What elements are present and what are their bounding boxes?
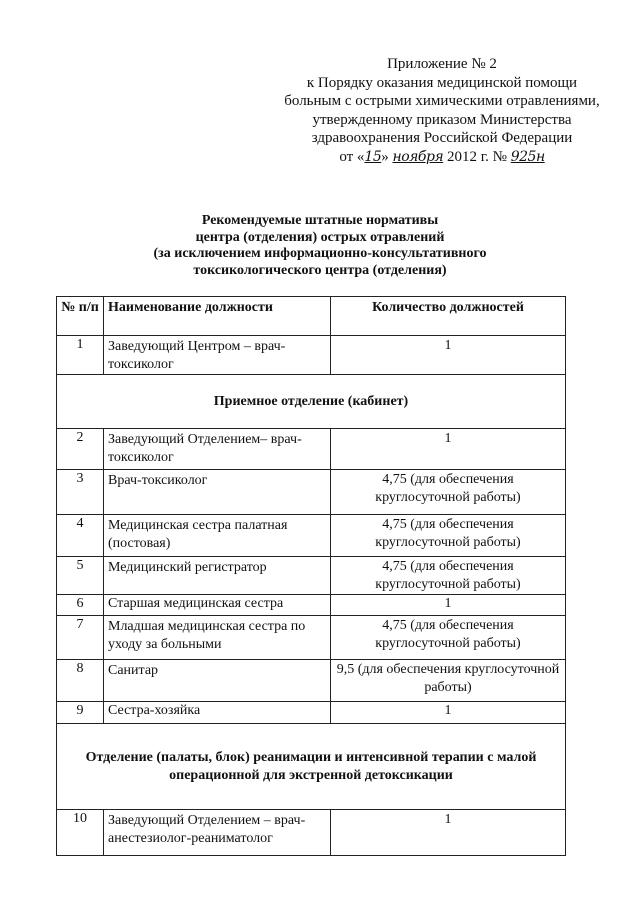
date-month: ноября [392, 148, 444, 165]
appendix-block [282, 55, 602, 166]
table-row [57, 660, 566, 702]
table-row [57, 515, 566, 557]
appendix-line: больным с острыми химическими отравлениями, [284, 93, 600, 109]
row-position: Врач-токсиколог [104, 470, 331, 515]
appendix-line: к Порядку оказания медицинской помощи [306, 74, 578, 91]
section-title: Приемное отделение (кабинет) [57, 375, 566, 429]
date-day: 15 [364, 148, 382, 165]
table-row [57, 470, 566, 515]
date-year: 2012 г. № [443, 148, 511, 165]
row-position: Сестра-хозяйка [104, 702, 331, 724]
row-num: 6 [57, 595, 104, 616]
row-position: Медицинский регистратор [104, 557, 331, 595]
row-num: 3 [57, 470, 104, 515]
table-row [57, 810, 566, 856]
table-header-row [57, 297, 566, 336]
appendix-line: Приложение № 2 [387, 56, 497, 72]
appendix-line: здравоохранения Российской Федерации [311, 130, 573, 146]
row-num: 2 [57, 429, 104, 470]
row-num: 5 [57, 557, 104, 595]
row-position: Заведующий Отделением– врач-токсиколог [104, 429, 331, 470]
appendix-line: утвержденному приказом Министерства [312, 111, 572, 128]
row-count: 4,75 (для обеспечения круглосуточной работы) [331, 515, 566, 557]
row-num: 4 [57, 515, 104, 557]
title-line: токсикологического центра (отделения) [193, 262, 447, 278]
row-count: 4,75 (для обеспечения круглосуточной работы) [331, 616, 566, 660]
row-position: Санитар [104, 660, 331, 702]
row-position: Заведующий Центром – врач-токсиколог [104, 336, 331, 375]
row-count: 1 [331, 336, 566, 375]
section-row [57, 375, 566, 429]
row-count: 9,5 (для обеспечения круглосуточной работы) [331, 660, 566, 702]
section-title: Отделение (палаты, блок) реанимации и интенсивной терапии с малой операционной для экстренной детоксикации [57, 724, 566, 810]
row-count: 1 [331, 810, 566, 856]
row-count: 1 [331, 595, 566, 616]
date-prefix: от « [339, 148, 365, 165]
appendix-date-line [282, 148, 602, 167]
row-num: 10 [57, 810, 104, 856]
table-row [57, 429, 566, 470]
document-title [105, 213, 535, 279]
row-num: 7 [57, 616, 104, 660]
table-row [57, 557, 566, 595]
row-position: Старшая медицинская сестра [104, 595, 331, 616]
row-num: 9 [57, 702, 104, 724]
title-line: центра (отделения) острых отравлений [195, 229, 445, 245]
title-line: Рекомендуемые штатные нормативы [201, 213, 439, 228]
order-number: 925н [510, 148, 545, 165]
row-count: 4,75 (для обеспечения круглосуточной работы) [331, 557, 566, 595]
row-count: 1 [331, 702, 566, 724]
date-mid: » [381, 148, 393, 165]
table-row [57, 595, 566, 616]
row-position: Заведующий Отделением – врач-анестезиолог-реаниматолог [104, 810, 331, 856]
header-num: № п/п [57, 297, 104, 336]
row-num: 8 [57, 660, 104, 702]
row-count: 1 [331, 429, 566, 470]
section-row [57, 724, 566, 810]
row-num: 1 [57, 336, 104, 375]
title-line: (за исключением информационно-консультативного [153, 246, 487, 261]
table-row [57, 702, 566, 724]
table-row [57, 336, 566, 375]
header-count: Количество должностей [331, 297, 566, 336]
table-row [57, 616, 566, 660]
row-position: Младшая медицинская сестра по уходу за больными [104, 616, 331, 660]
row-position: Медицинская сестра палатная (постовая) [104, 515, 331, 557]
header-position: Наименование должности [104, 297, 331, 336]
staff-norms-table [56, 296, 566, 856]
row-count: 4,75 (для обеспечения круглосуточной работы) [331, 470, 566, 515]
